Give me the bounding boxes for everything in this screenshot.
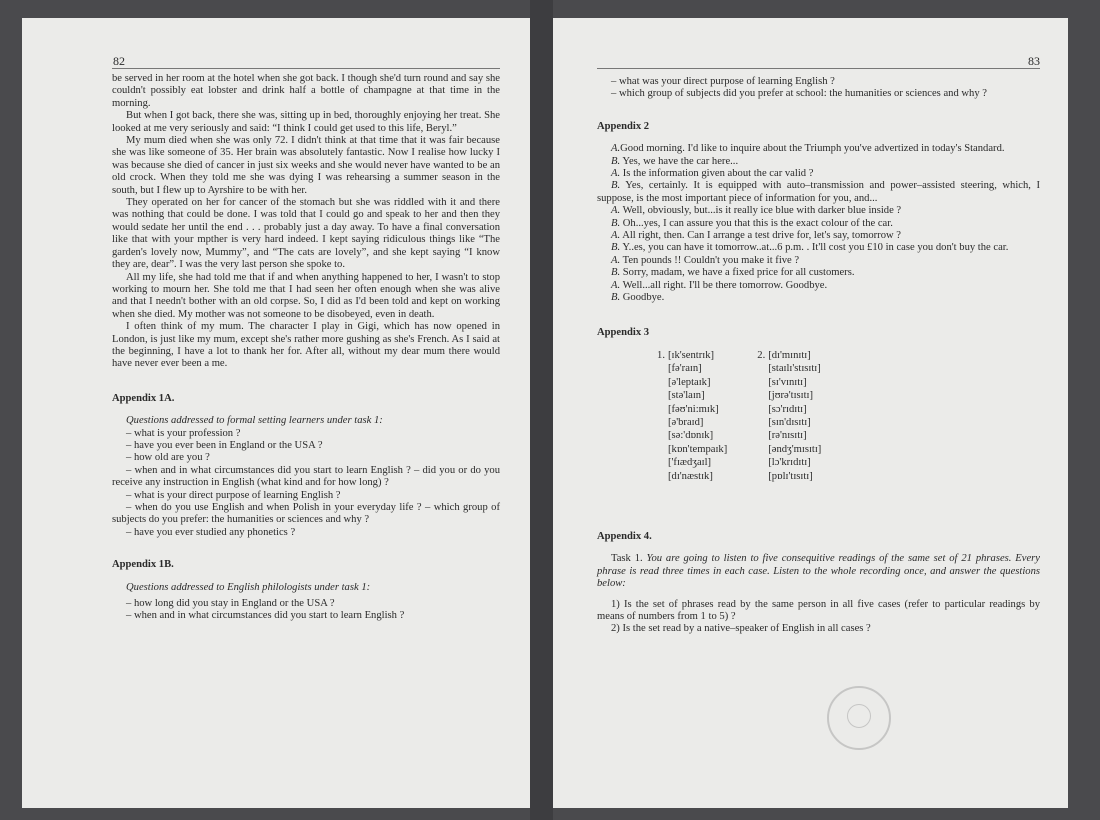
transcription: ['fɪædʒaɪl]: [668, 457, 712, 469]
paragraph: They operated on her for cancer of the stomach but she was riddled with it and there was nothing that could be done. I was told that I could go and speak to her and then they would sedate her until the end . . . probably just a day away. To have a final conversation like that with your mpther is very hard indeed. I kept saying ridiculous things like “The garden's lovely now, Mummy”, and “The cats are lovely”, and she kept saying “I know they are, dear”. I was the very last person she spoke to.: [112, 197, 500, 271]
left-page-content: [112, 73, 500, 623]
page-number-left: 82: [113, 54, 125, 68]
transcription: [sɔ'rɪdɪtɪ]: [768, 403, 807, 415]
paragraph: be served in her room at the hotel when she got back. I though she'd turn round and say she couldn't possibly eat lobster and drink half a bottle of champagne at that time in the morning.: [112, 73, 500, 109]
appendix-4-heading: Appendix 4.: [597, 530, 652, 542]
paragraph: But when I got back, there she was, sitting up in bed, thoroughly enjoying her treat. She looked at me very seriously and said: “I think I could get used to this life, Beryl.”: [112, 110, 500, 134]
dialogue-line: A. Ten pounds !! Couldn't you make it five ?: [611, 254, 800, 266]
paragraph: All my life, she had told me that if and when anything happened to her, I wasn't to stop working to mourn her. She told me that I had seen her often enough when she was alive and that I needn't bother with an old corpse. So, I did as I'd been told and kept on working when she died. My mother was not someone to be disobeyed, even in death.: [112, 271, 500, 320]
transcription: [sɪn'dɪsɪtɪ]: [768, 416, 811, 428]
task-description: [597, 553, 1040, 590]
dialogue-line: B. Goodbye.: [611, 292, 665, 304]
transcription-column-1: [651, 349, 727, 483]
dialogue: [597, 143, 1040, 304]
dialogue-line: A. Well...all right. I'll be there tomorrow. Goodbye.: [611, 279, 828, 291]
list-item: – which group of subjects did you prefer at school: the humanities or sciences and why ?: [611, 88, 987, 100]
dialogue-line: B. Yes, certainly. It is equipped with auto–transmission and power–assisted steering, which, I suppose, is the most important piece of information for you, and...: [597, 180, 1041, 204]
transcription: [fəʊ'ni:mɪk]: [668, 403, 719, 415]
transcription: [əndʒ'mɪsɪtɪ]: [768, 443, 822, 455]
transcription: [jʊrə'tɪsɪtɪ]: [768, 390, 814, 402]
appendix-1b-intro: Questions addressed to English philologists under task 1:: [126, 581, 371, 593]
transcription: [dɪ'næstɪk]: [668, 470, 713, 482]
transcription: [rə'nɪsɪtɪ]: [768, 430, 807, 442]
question: 2) Is the set read by a native–speaker of English in all cases ?: [611, 623, 871, 635]
transcription: [fə'raɪn]: [668, 363, 702, 375]
paragraph: My mum died when she was only 72. I didn't think at that time that it was fair because she was like someone of 35. Her brain was absolutely fantastic. Now I realise how lucky I was because she died of cancer in just six weeks and she would never have wanted to be an old crock. When they told me she was dying I was rehearsing a summer season in the south, but I flew up to Ayrshire to be with her.: [112, 135, 500, 196]
dialogue-line: A.Good morning. I'd like to inquire about the Triumph you've advertized in today's Standard.: [611, 143, 1005, 155]
list-item: – how old are you ?: [126, 452, 210, 464]
list-item: – when and in what circumstances did you start to learn English ? – did you or do you receive any instruction in English (what kind and for how long) ?: [112, 464, 500, 489]
transcription: [ə'leptaɪk]: [668, 376, 711, 388]
column-number: 2.: [757, 349, 766, 361]
list-item: – what was your direct purpose of learning English ?: [611, 76, 835, 87]
left-page: [22, 18, 530, 808]
header-rule-right: [597, 68, 1040, 69]
appendix-1a-heading: Appendix 1A.: [112, 392, 175, 404]
transcription: [pɒlɪ'tɪsɪtɪ]: [768, 470, 813, 482]
column-number: 1.: [657, 349, 665, 361]
paragraph: I often think of my mum. The character I play in Gigi, which has now opened in London, is just like my mum, except she's rather more gushing as she's French. As I said at the beginning, I have a lot to thank her for. After all, without my dear mum there would have never ever been a me.: [112, 321, 500, 370]
transcription: [staɪlɪ'stɪsɪtɪ]: [768, 363, 821, 375]
list-item: – how long did you stay in England or the USA ?: [126, 598, 335, 610]
dialogue-line: B. Y..es, you can have it tomorrow..at...6 p.m. . It'll cost you £10 in case you don't buy the car.: [611, 242, 1009, 254]
list-item: – what is your direct purpose of learning English ?: [126, 489, 341, 501]
right-page: [553, 18, 1068, 808]
appendix-1b-heading: Appendix 1B.: [112, 559, 174, 571]
right-page-content: [597, 76, 1040, 636]
list-item: – have you ever studied any phonetics ?: [126, 526, 296, 538]
dialogue-line: A. Well, obviously, but...is it really ice blue with darker blue inside ?: [611, 205, 902, 217]
transcription: [ə'braɪd]: [668, 416, 704, 428]
list-item: – when and in what circumstances did you start to learn English ?: [126, 610, 405, 622]
dialogue-line: B. Sorry, madam, we have a fixed price for all customers.: [611, 267, 855, 279]
header-rule-left: [112, 68, 500, 69]
task-label: Task 1.: [611, 553, 643, 565]
appendix-3-heading: Appendix 3: [597, 326, 650, 338]
dialogue-line: A. All right, then. Can I arrange a test drive for, let's say, tomorrow ?: [611, 230, 902, 242]
task-text: You are going to listen to five consequitive readings of the same set of 21 phrases. Every phrase is read three times in each case. Listen to the whole recording once, and answer the questions below:: [597, 553, 1040, 590]
library-stamp: [827, 686, 891, 750]
dialogue-line: A. Is the information given about the car valid ?: [611, 168, 814, 180]
transcription: [sə:'dɒnɪk]: [668, 430, 714, 442]
question: 1) Is the set of phrases read by the same person in all five cases (refer to particular readings by means of numbers from 1 to 5) ?: [597, 598, 1040, 622]
page-number-right: 83: [1028, 54, 1040, 68]
dialogue-line: B. Yes, we have the car here...: [611, 155, 739, 167]
transcription: [ɪk'sentrɪk]: [668, 349, 715, 361]
transcription: [sɪ'vɪnɪtɪ]: [768, 376, 807, 388]
list-item: – when do you use English and when Polish in your everyday life ? – which group of subjects do you prefer: the humanities or sciences and why ?: [112, 502, 500, 526]
list-item: – what is your profession ?: [126, 427, 241, 439]
appendix-1a-intro: Questions addressed to formal setting learners under task 1:: [126, 415, 383, 427]
transcription: [lɔ'krɪdɪtɪ]: [768, 457, 811, 469]
transcription: [stə'laɪn]: [668, 390, 705, 402]
book-spine: [530, 0, 553, 820]
dialogue-line: B. Oh...yes, I can assure you that this is the exact colour of the car.: [611, 217, 893, 229]
appendix-2-heading: Appendix 2: [597, 120, 650, 132]
transcription: [kɒn'tempaɪk]: [668, 443, 728, 455]
transcription: [dɪ'mɪnɪtɪ]: [768, 349, 811, 361]
transcription-column-2: [751, 349, 821, 483]
transcription-table: [651, 349, 1040, 483]
list-item: – have you ever been in England or the USA ?: [126, 439, 323, 451]
